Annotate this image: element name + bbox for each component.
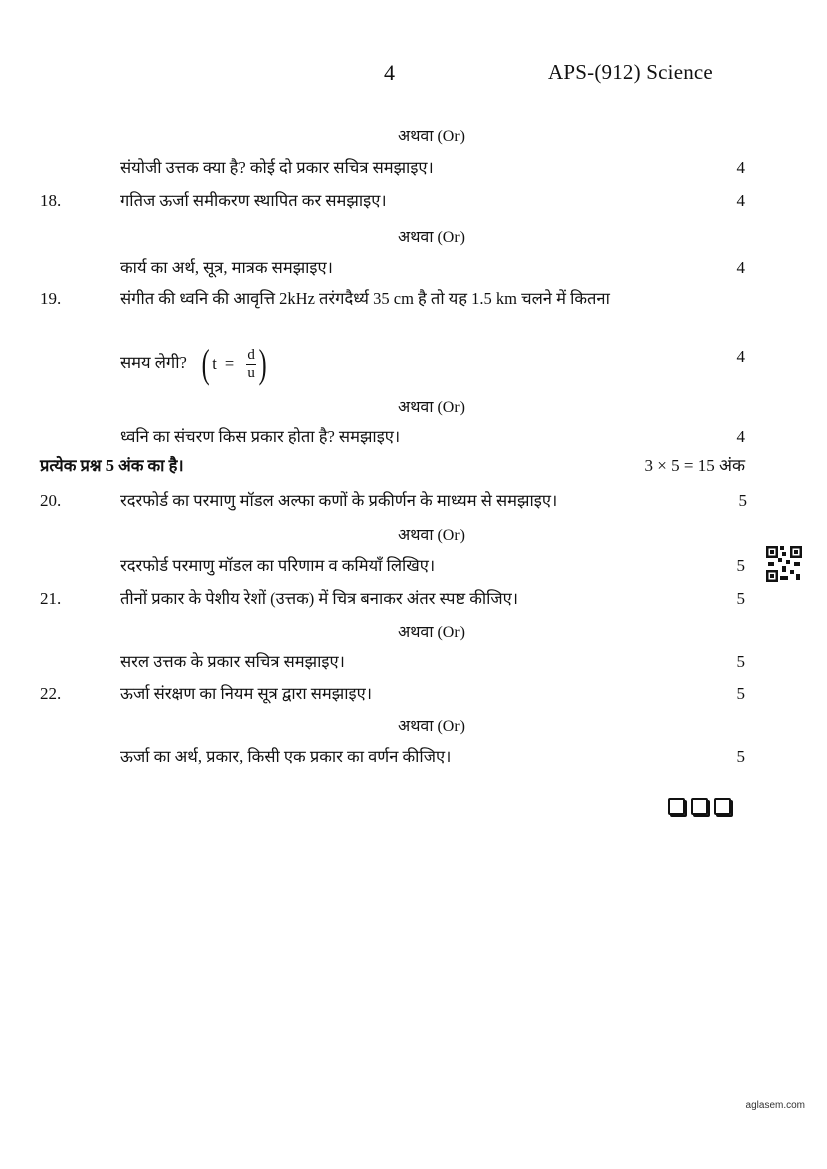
question-number: 20. bbox=[40, 491, 62, 510]
page-number: 4 bbox=[384, 60, 395, 85]
question-text: तीनों प्रकार के पेशीय रेशों (उत्तक) में चित्र बनाकर अंतर स्पष्ट कीजिए। bbox=[120, 589, 519, 608]
question-row bbox=[0, 332, 827, 386]
question-text: संगीत की ध्वनि की आवृत्ति 2kHz तरंगदैर्ध्य 35 cm है तो यह 1.5 km चलने में कितना bbox=[120, 289, 610, 308]
question-text: गतिज ऊर्जा समीकरण स्थापित कर समझाइए। bbox=[120, 191, 387, 210]
question-text: ध्वनि का संचरण किस प्रकार होता है? समझाइए। bbox=[120, 427, 401, 446]
formula-lhs: t bbox=[212, 354, 217, 373]
section-instruction: प्रत्येक प्रश्न 5 अंक का है। bbox=[40, 456, 184, 475]
or-divider: अथवा (Or) bbox=[397, 399, 466, 416]
question-marks: 5 bbox=[736, 684, 745, 703]
question-marks: 4 bbox=[736, 158, 745, 177]
question-text: सरल उत्तक के प्रकार सचित्र समझाइए। bbox=[120, 652, 345, 671]
or-divider: अथवा (Or) bbox=[397, 718, 466, 735]
or-divider: अथवा (Or) bbox=[397, 229, 466, 246]
formula bbox=[199, 341, 270, 386]
equals-sign: = bbox=[224, 354, 235, 373]
numerator: d bbox=[247, 346, 255, 363]
question-marks: 5 bbox=[738, 491, 747, 510]
question-marks: 5 bbox=[736, 747, 745, 766]
question-text: रदरफोर्ड परमाणु मॉडल का परिणाम व कमियाँ लिखिए। bbox=[120, 556, 436, 575]
square-icon bbox=[668, 798, 685, 815]
square-icon bbox=[714, 798, 731, 815]
fraction bbox=[246, 347, 256, 382]
question-number: 22. bbox=[40, 684, 62, 703]
question-number: 19. bbox=[40, 289, 62, 308]
question-text: रदरफोर्ड का परमाणु मॉडल अल्फा कणों के प्रकीर्णन के माध्यम से समझाइए। bbox=[120, 491, 558, 510]
denominator: u bbox=[247, 364, 255, 381]
question-marks: 5 bbox=[736, 652, 745, 671]
question-text: कार्य का अर्थ, सूत्र, मात्रक समझाइए। bbox=[120, 258, 333, 277]
square-icon bbox=[691, 798, 708, 815]
question-text: ऊर्जा संरक्षण का नियम सूत्र द्वारा समझाइए। bbox=[120, 684, 372, 703]
question-text-continuation: समय लेगी? ( t = $\frac{d}{u}$ ) bbox=[120, 344, 269, 384]
question-marks: 5 bbox=[736, 556, 745, 575]
question-marks: 4 bbox=[736, 427, 745, 446]
or-divider: अथवा (Or) bbox=[397, 624, 466, 641]
qr-code-icon bbox=[766, 546, 802, 582]
question-marks: 4 bbox=[736, 258, 745, 277]
section-total-marks: 3 × 5 = 15 अंक bbox=[644, 456, 745, 475]
question-marks: 4 bbox=[736, 191, 745, 210]
watermark: aglasem.com bbox=[745, 1100, 805, 1111]
or-divider: अथवा (Or) bbox=[397, 128, 466, 145]
question-text: ऊर्जा का अर्थ, प्रकार, किसी एक प्रकार का वर्णन कीजिए। bbox=[120, 747, 452, 766]
question-number: 21. bbox=[40, 589, 62, 608]
paper-code: APS-(912) Science bbox=[548, 60, 713, 84]
left-paren: ( bbox=[201, 341, 210, 386]
end-of-paper-symbol bbox=[668, 798, 731, 815]
right-paren: ) bbox=[258, 341, 267, 386]
question-number: 18. bbox=[40, 191, 62, 210]
question-marks: 4 bbox=[736, 347, 745, 366]
or-divider: अथवा (Or) bbox=[397, 527, 466, 544]
question-text: संयोजी उत्तक क्या है? कोई दो प्रकार सचित्र समझाइए। bbox=[120, 158, 434, 177]
question-marks: 5 bbox=[736, 589, 745, 608]
